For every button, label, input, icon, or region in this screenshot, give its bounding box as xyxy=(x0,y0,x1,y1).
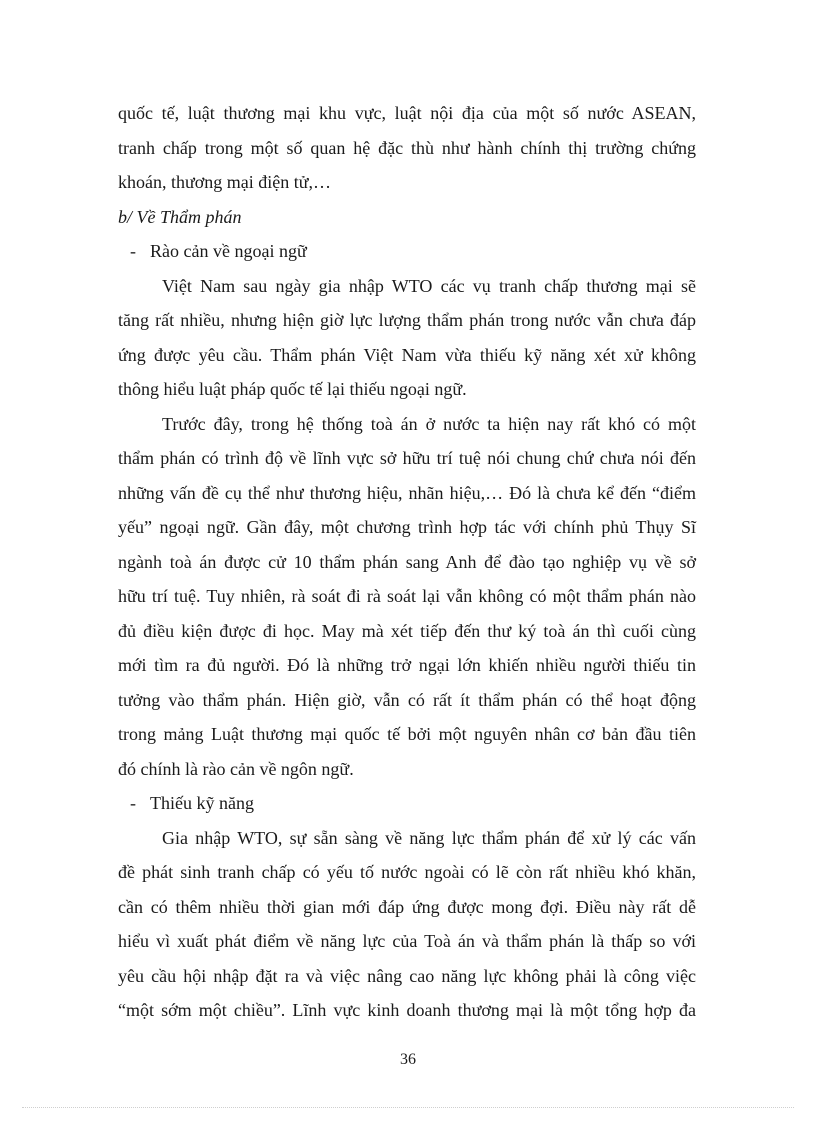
text-line: hữu trí tuệ. Tuy nhiên, rà soát đi rà soát lại vẫn không có một thẩm phán nào xyxy=(118,586,696,606)
section-heading: b/ Về Thẩm phán xyxy=(118,206,242,227)
text-line: đủ điều kiện được đi học. May mà xét tiếp đến thư ký toà án thì cuối cùng xyxy=(118,620,696,641)
text-line: yếu” ngoại ngữ. Gần đây, một chương trình hợp tác với chính phủ Thụy Sĩ xyxy=(118,517,696,537)
text-line: “một sớm một chiều”. Lĩnh vực kinh doanh thương mại là một tổng hợp đa xyxy=(118,1000,696,1020)
text-line: Việt Nam sau ngày gia nhập WTO các vụ tranh chấp thương mại sẽ xyxy=(162,275,696,296)
text-line: yêu cầu hội nhập đặt ra và việc nâng cao năng lực không phải là công việc xyxy=(118,965,696,986)
text-line: tranh chấp trong một số quan hệ đặc thù như hành chính thị trường chứng xyxy=(118,137,696,158)
bullet-text: Thiếu kỹ năng xyxy=(150,793,254,813)
bullet-dash: - xyxy=(130,241,136,261)
text-line: đó chính là rào cản về ngôn ngữ. xyxy=(118,758,354,779)
text-line: khoán, thương mại điện tử,… xyxy=(118,172,332,192)
bullet-dash: - xyxy=(130,793,136,813)
text-line: Gia nhập WTO, sự sẵn sàng về năng lực thẩm phán để xử lý các vấn xyxy=(162,827,696,848)
document-body xyxy=(118,96,696,1028)
text-line: trong mảng Luật thương mại quốc tế bởi một nguyên nhân cơ bản đầu tiên xyxy=(118,724,696,744)
text-line: mới tìm ra đủ người. Đó là những trở ngại lớn khiến nhiều người thiếu tin xyxy=(118,655,696,675)
text-line: thẩm phán có trình độ về lĩnh vực sở hữu trí tuệ nói chung chứ chưa nói đến xyxy=(118,448,696,468)
text-line: quốc tế, luật thương mại khu vực, luật nội địa của một số nước ASEAN, xyxy=(118,103,696,123)
bullet-text: Rào cản về ngoại ngữ xyxy=(150,241,307,261)
text-line: tăng rất nhiều, nhưng hiện giờ lực lượng thẩm phán trong nước vẫn chưa đáp xyxy=(118,310,696,330)
text-line: thông hiểu luật pháp quốc tế lại thiếu ngoại ngữ. xyxy=(118,379,467,399)
page-number: 36 xyxy=(400,1051,416,1068)
text-line: đề phát sinh tranh chấp có yếu tố nước ngoài có lẽ còn rất nhiều khó khăn, xyxy=(118,862,696,882)
bullet-item xyxy=(118,234,696,269)
text-line: những vấn đề cụ thể như thương hiệu, nhãn hiệu,… Đó là chưa kể đến “điểm xyxy=(118,482,696,503)
text-line: ngành toà án được cử 10 thẩm phán sang Anh để đào tạo nghiệp vụ về sở xyxy=(118,551,696,572)
text-line: ứng được yêu cầu. Thẩm phán Việt Nam vừa thiếu kỹ năng xét xử không xyxy=(118,344,696,365)
text-line: cần có thêm nhiều thời gian mới đáp ứng được mong đợi. Điều này rất dễ xyxy=(118,896,696,917)
page-bottom-divider xyxy=(22,1107,794,1108)
bullet-item xyxy=(118,786,696,821)
text-line: Trước đây, trong hệ thống toà án ở nước ta hiện nay rất khó có một xyxy=(162,413,696,434)
text-line: tưởng vào thẩm phán. Hiện giờ, vẫn có rất ít thẩm phán có thể hoạt động xyxy=(118,689,696,710)
text-line: hiểu vì xuất phát điểm về năng lực của Toà án và thẩm phán là thấp so với xyxy=(118,931,696,951)
